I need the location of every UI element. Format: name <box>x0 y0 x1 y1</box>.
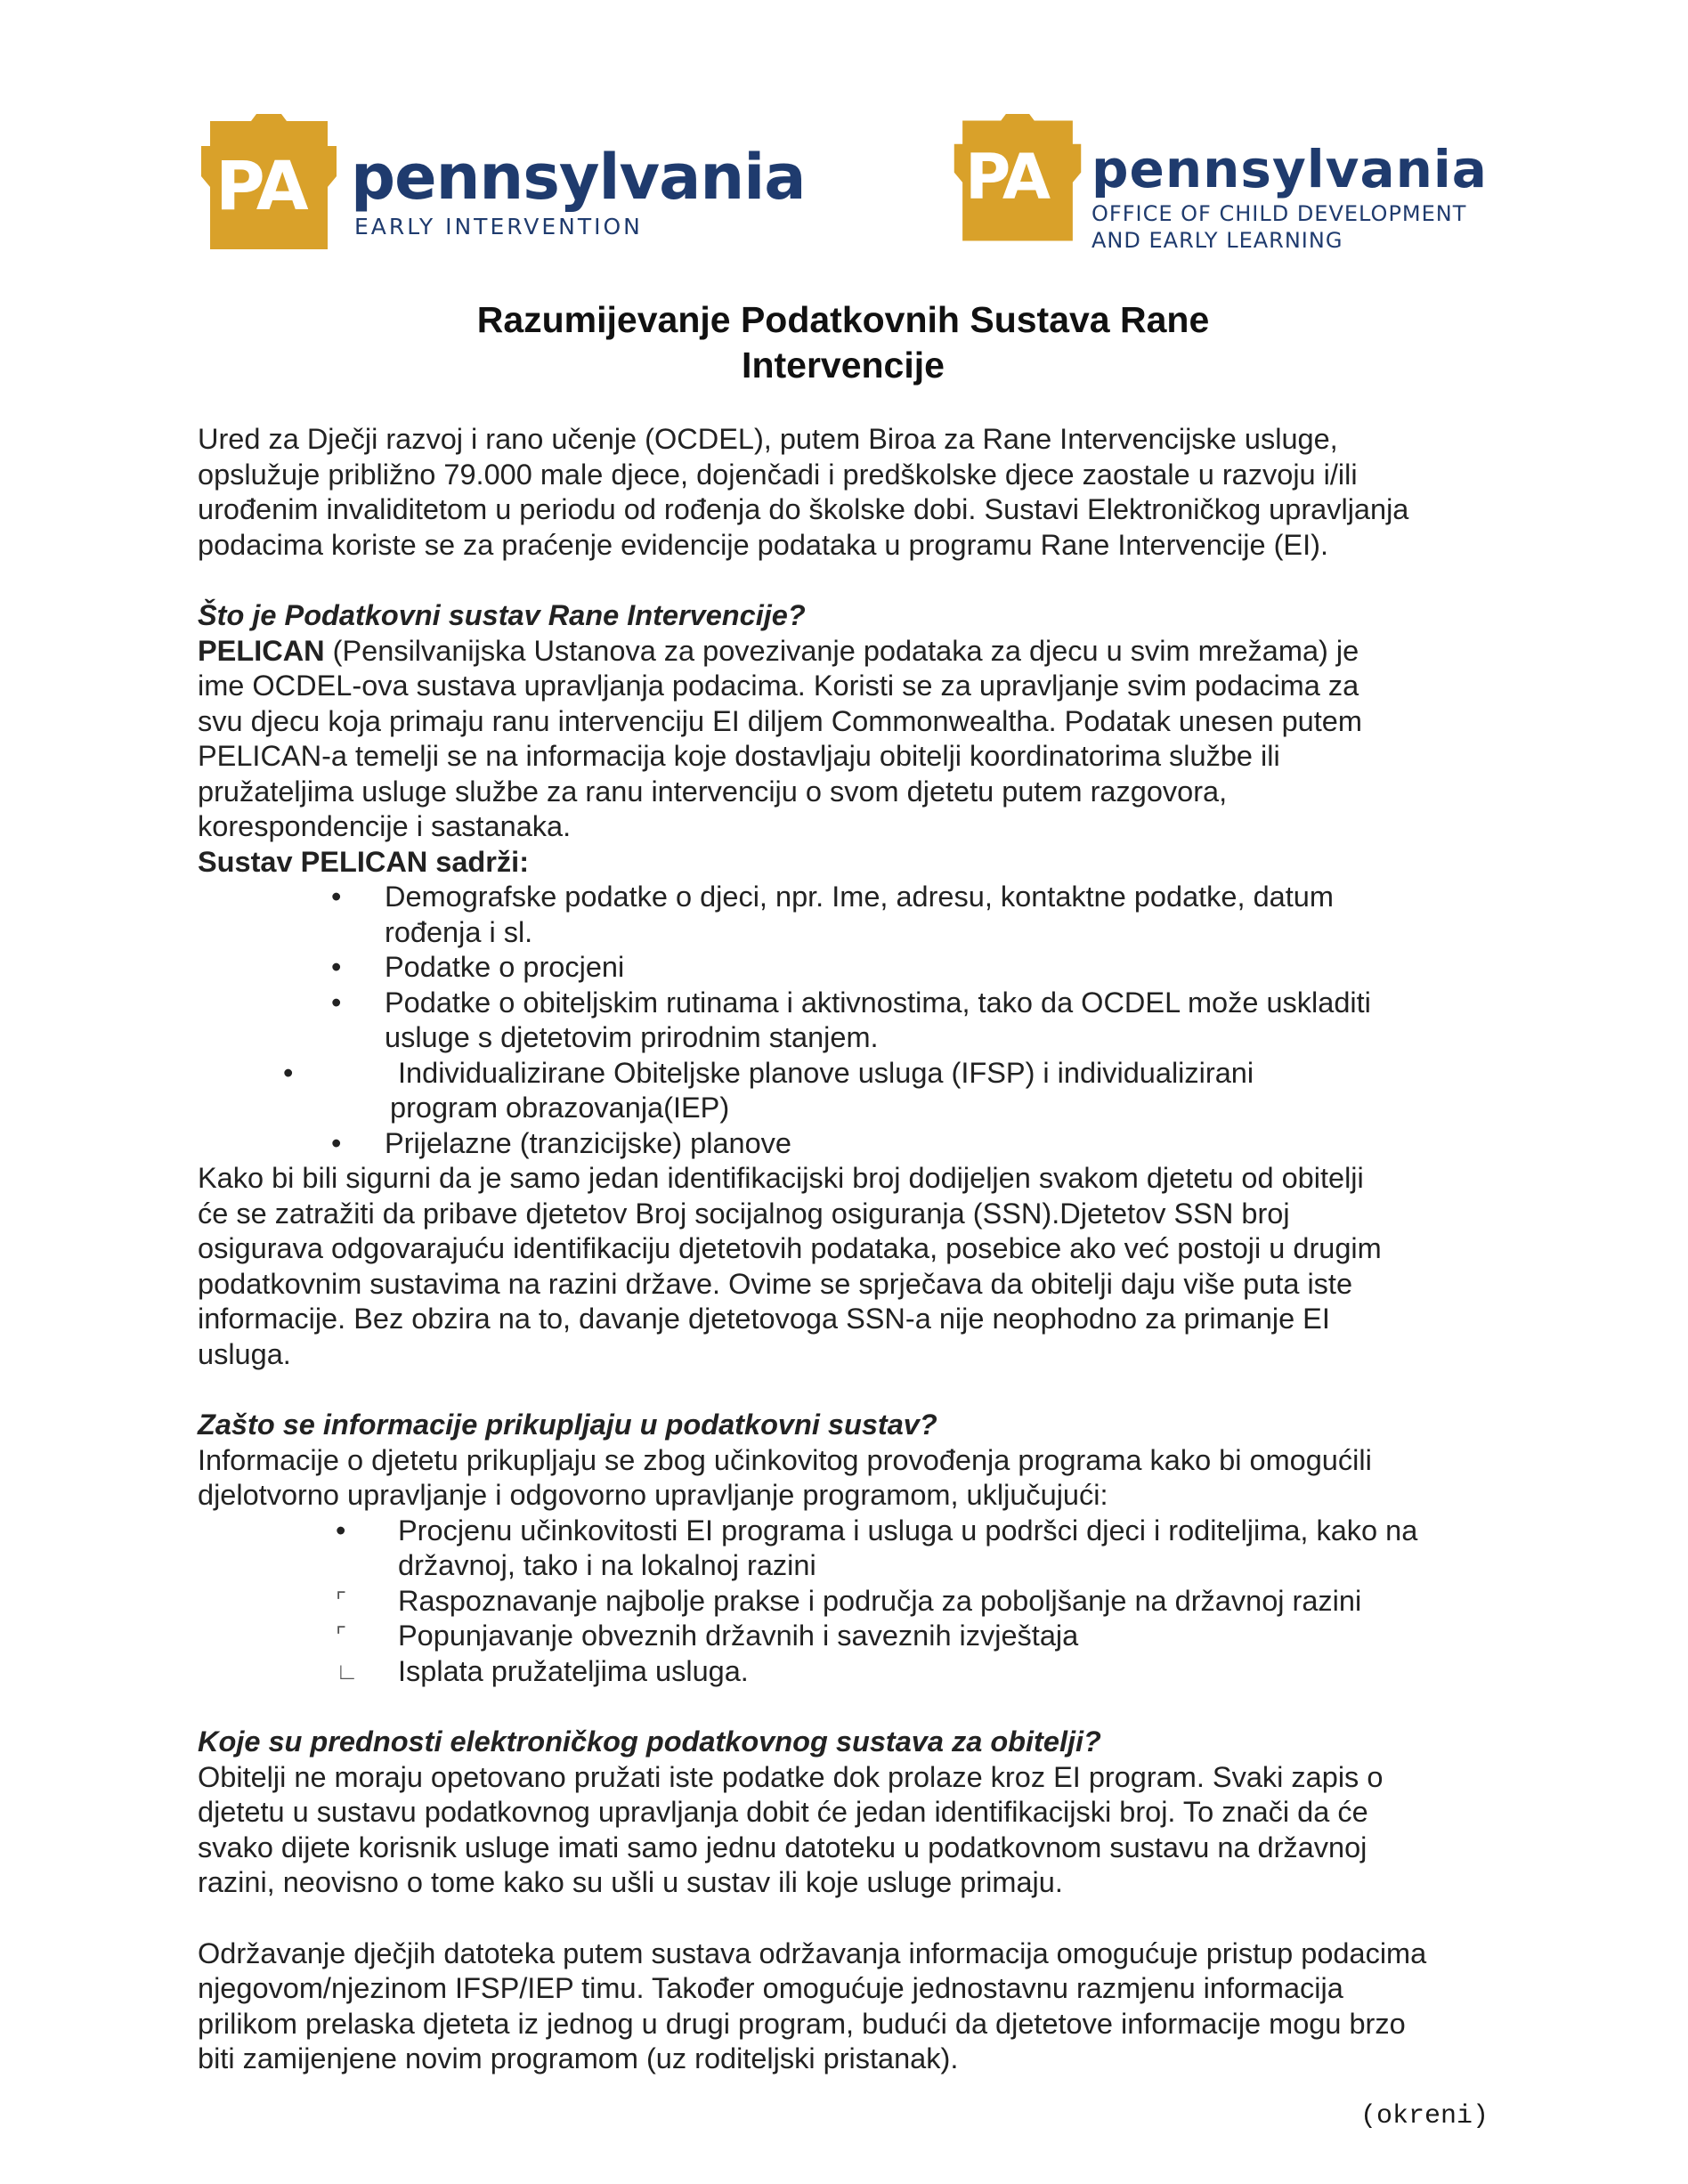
pa-mark: PA <box>215 146 306 225</box>
text-line: Raspoznavanje najbolje prakse i područja za poboljšanje na državnoj razini <box>398 1584 1362 1617</box>
text-line: njegovom/njezinom IFSP/IEP timu. Također omogućuje jednostavnu razmjenu informacija <box>198 1972 1343 2004</box>
text-line: opslužuje približno 79.000 male djece, dojenčadi i predškolske djece zaostale u razvoju i/ili <box>198 458 1358 491</box>
text-line: Obitelji ne moraju opetovano pružati iste podatke dok prolaze kroz EI program. Svaki zapis o <box>198 1760 1384 1793</box>
list-item <box>198 1514 1506 1584</box>
text-line: urođenim invaliditetom u periodu od rođenja do školske dobi. Sustavi Elektroničkog upravljanja <box>198 493 1409 525</box>
text-line: ime OCDEL-ova sustava upravljanja podacima. Koristi se za upravljanje svim podacima za <box>198 670 1359 702</box>
bullet-icon: • <box>331 881 342 913</box>
checkbox-glyph-icon: ⌜ <box>336 1622 347 1649</box>
text-line: Prijelazne (tranzicijske) planove <box>385 1126 791 1159</box>
text-line: podatkovnim sustavima na razini države. Ovime se sprječava da obitelji daju više puta iste <box>198 1267 1353 1300</box>
list-item <box>198 950 1506 986</box>
pa-early-intervention-logo <box>198 114 806 256</box>
pelican-term: PELICAN <box>198 634 325 667</box>
text-line: djelotvorno upravljanje i odgovorno upravljanje programom, uključujući: <box>198 1479 1108 1511</box>
text-line: Informacije o djetetu prikupljaju se zbog učinkovitog provođenja programa kako bi omogućili <box>198 1443 1372 1476</box>
text-line: rođenja i sl. <box>385 915 533 948</box>
list-item <box>198 880 1506 950</box>
turn-page-note: (okreni) <box>1359 2101 1489 2131</box>
text-line: državnoj, tako i na lokalnoj razini <box>398 1549 816 1581</box>
text-line: PELICAN-a temelji se na informacija koje dostavljaju obitelji koordinatorima službe ili <box>198 740 1280 772</box>
text-line: Podatke o procjeni <box>385 951 625 983</box>
list-label: Sustav PELICAN sadrži: <box>198 845 530 878</box>
list-item <box>198 986 1506 1056</box>
brand-wordmark: pennsylvania <box>1092 139 1488 199</box>
text-line: informacije. Bez obzira na to, davanje djetetovoga SSN-a nije neophodno za primanje EI <box>198 1303 1330 1335</box>
section-heading: Zašto se informacije prikupljaju u podatkovni sustav? <box>198 1409 937 1441</box>
text-line: svako dijete korisnik usluge imati samo jednu datoteku u podatkovnom sustavu na državnoj <box>198 1831 1367 1863</box>
text-line: Procjenu učinkovitosti EI programa i usluga u podršci djeci i roditeljima, kako na <box>398 1514 1418 1547</box>
text-line: biti zamijenjene novim programom (uz roditeljski pristanak). <box>198 2042 959 2074</box>
data-purposes-list <box>198 1514 1506 1690</box>
brand-subtitle-line1: OFFICE OF CHILD DEVELOPMENT <box>1092 201 1467 226</box>
text-line: Isplata pružateljima usluga. <box>398 1654 749 1687</box>
list-item <box>198 1584 1506 1620</box>
brand-subtitle-line2: AND EARLY LEARNING <box>1092 228 1343 253</box>
text-line: Individualizirane Obiteljske planove usluga (IFSP) i individualizirani <box>390 1056 1254 1089</box>
pa-mark: PA <box>965 141 1049 214</box>
text-line: program obrazovanja(IEP) <box>390 1092 730 1124</box>
pa-ocdel-logo <box>951 114 1488 256</box>
title-line: Intervencije <box>742 345 945 386</box>
section-heading: Koje su prednosti elektroničkog podatkovnog sustava za obitelji? <box>198 1725 1101 1758</box>
pelican-contents-list <box>198 880 1506 1161</box>
text-line: djetetu u sustavu podatkovnog upravljanja dobit će jedan identifikacijski broj. To znači da će <box>198 1796 1368 1828</box>
text-line: Ured za Dječji razvoj i rano učenje (OCDEL), putem Biroa za Rane Intervencijske usluge, <box>198 423 1338 455</box>
brand-wordmark: pennsylvania <box>351 141 806 214</box>
text-line: prilikom prelaska djeteta iz jednog u drugi program, budući da djetetove informacije mogu brzo <box>198 2007 1406 2040</box>
text-line: podacima koriste se za praćenje evidencije podataka u programu Rane Intervencije (EI). <box>198 528 1328 561</box>
intro-paragraph <box>198 422 1506 563</box>
document-body <box>198 422 1506 2077</box>
text-line: svu djecu koja primaju ranu intervenciju EI diljem Commonwealtha. Podatak unesen putem <box>198 704 1362 737</box>
text-line: pružateljima usluge službe za ranu intervenciju o svom djetetu putem razgovora, <box>198 775 1228 808</box>
text-line: Kako bi bili sigurni da je samo jedan identifikacijski broj dodijeljen svakom djetetu od obitelji <box>198 1162 1364 1194</box>
text-line: usluga. <box>198 1337 291 1370</box>
text-line: Popunjavanje obveznih državnih i saveznih izvještaja <box>398 1620 1079 1652</box>
checkbox-glyph-icon: ∟ <box>336 1657 359 1685</box>
list-item <box>198 1619 1506 1654</box>
text-line: usluge s djetetovim prirodnim stanjem. <box>385 1021 879 1053</box>
text-fragment: (Pensilvanijska Ustanova za povezivanje podataka za djecu u svim mrežama) je <box>324 634 1359 667</box>
text-line <box>198 634 1506 670</box>
text-line: korespondencije i sastanaka. <box>198 810 572 842</box>
text-line: će se zatražiti da pribave djetetov Broj socijalnog osiguranja (SSN).Djetetov SSN broj <box>198 1197 1290 1230</box>
bullet-icon: • <box>331 1126 342 1159</box>
text-line: razini, neovisno o tome kako su ušli u sustav ili koje usluge primaju. <box>198 1866 1063 1898</box>
checkbox-glyph-icon: ⌜ <box>336 1587 347 1614</box>
list-item: • Individualizirane Obiteljske planove usluga (IFSP) i individualizirani program obrazovanja(IEP) <box>283 1056 1254 1124</box>
page-title <box>198 297 1489 388</box>
text-line: Demografske podatke o djeci, npr. Ime, adresu, kontaktne podatke, datum <box>385 881 1334 913</box>
bullet-icon: • <box>331 986 342 1019</box>
brand-subtitle: EARLY INTERVENTION <box>354 214 643 240</box>
title-line: Razumijevanje Podatkovnih Sustava Rane <box>476 299 1210 340</box>
bullet-icon: • <box>336 1514 346 1547</box>
bullet-icon: • <box>331 951 342 983</box>
list-item <box>198 1654 1506 1690</box>
text-line: Podatke o obiteljskim rutinama i aktivnostima, tako da OCDEL može uskladiti <box>385 986 1371 1019</box>
text-line: Održavanje dječjih datoteka putem sustava održavanja informacija omogućuje pristup podacima <box>198 1936 1427 1969</box>
text-line: osigurava odgovarajuću identifikaciju djetetovih podataka, posebice ako već postoji u drugim <box>198 1232 1382 1264</box>
section-heading: Što je Podatkovni sustav Rane Intervencije? <box>198 599 806 631</box>
list-item <box>198 1126 1506 1162</box>
